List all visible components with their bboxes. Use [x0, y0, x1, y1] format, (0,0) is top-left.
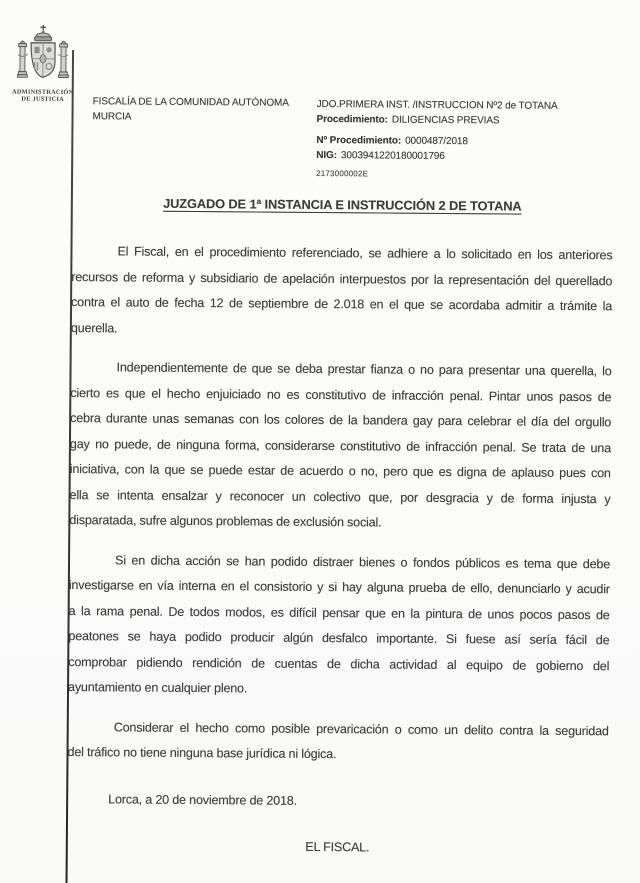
document-title	[72, 194, 613, 216]
field-label: Procedimiento:	[316, 113, 388, 126]
paragraph-line: contra el auto de fecha 12 de septiembre de 2.018 en el que se acordaba admitir a trámite la	[71, 295, 613, 314]
spain-coat-of-arms-icon	[16, 24, 70, 87]
court-block	[316, 97, 633, 183]
paragraph-line: iniciativa, con la que se puede estar de acuerdo o no, pero que es digna de aplauso pues con	[69, 462, 611, 481]
paragraph-line: El Fiscal, en el procedimiento referenciado, se adhiere a lo solicitado en los anteriores	[117, 244, 613, 263]
emblem-caption-line1: ADMINISTRACIÓN	[11, 88, 74, 97]
letterhead-emblem	[7, 24, 80, 104]
paragraph-line: del tráfico no tiene ninguna base jurídica ni lógica.	[67, 745, 337, 762]
field-label: NIG:	[316, 149, 337, 162]
body-paragraph	[71, 239, 613, 345]
paragraph-line: comprobar pidiendo rendición de cuentas de dicha actividad al equipo de gobierno del	[68, 654, 610, 673]
paragraph-line: peatones se haya podido producir algún desfalco importante. Si fuese así sería fácil de	[68, 629, 610, 648]
field-label: Nº Procedimiento:	[316, 134, 402, 147]
paragraph-line: disparatada, sufre algunos problemas de exclusión social.	[69, 513, 382, 530]
reference-code: 2173000002E	[316, 168, 369, 179]
body-paragraph	[67, 715, 608, 770]
paragraph-line: gay no puede, de ninguna forma, considerarse constitutivo de infracción penal. Se trata de una	[69, 436, 612, 455]
document-body	[67, 194, 613, 863]
body-paragraph	[68, 548, 610, 705]
signature-line: EL FISCAL.	[305, 839, 370, 855]
field-value: 0000487/2018	[405, 135, 468, 148]
emblem-caption-line2: DE JUSTICIA	[21, 96, 64, 104]
body-paragraph	[69, 355, 611, 538]
paragraph-line: cebra durante unas semanas con los colores de la bandera gay para celebrar el día del orgullo	[70, 411, 612, 430]
paragraph-line: ella se intenta ensalzar y reconocer un colectivo que, por desgracia y de forma injusta y	[69, 487, 611, 506]
paragraph-line: querella.	[70, 320, 118, 335]
issuer-name: FISCALÍA DE LA COMUNIDAD AUTÓNOMA	[92, 96, 289, 109]
place-date-line: Lorca, a 20 de noviembre de 2018.	[108, 791, 297, 808]
case-reference-group	[316, 133, 632, 183]
paragraph-line: recursos de reforma y subsidiario de apelación interpuestos por la representación del querellado	[71, 269, 613, 288]
issuer-block	[92, 94, 307, 126]
paragraph-line: Considerar el hecho como posible prevaricación o como un delito contra la seguridad	[113, 719, 609, 738]
paragraph-line: a la rama penal. De todos modos, es difícil pensar que en la pintura de unos pocos pasos de	[68, 603, 610, 622]
issuer-region: MURCIA	[92, 111, 132, 123]
paragraph-line: investigarse en vía interna en el consistorio y si hay alguna prueba de ello, denunciarlo y acudir	[68, 578, 610, 597]
field-value: DILIGENCIAS PREVIAS	[391, 114, 500, 127]
paragraph-line: Independientemente de que se deba prestar fianza o no para presentar una querella, lo	[116, 360, 612, 379]
court-name: JDO.PRIMERA INST. /INSTRUCCION Nº2 de TOTANA	[316, 98, 558, 112]
emblem-caption	[7, 89, 79, 104]
field-value: 3003941220180001796	[340, 150, 445, 162]
paragraph-line: cierto es que el hecho enjuiciado no es constitutivo de infracción penal. Pintar unos pasos de	[70, 385, 612, 404]
paragraph-line: ayuntamiento en cualquier pleno.	[67, 680, 248, 696]
document-title-text: JUZGADO DE 1ª INSTANCIA E INSTRUCCIÓN 2 DE TOTANA	[163, 195, 522, 214]
field-nig	[316, 148, 632, 165]
paragraph-line: Si en dicha acción se han podido distraer bienes o fondos públicos es tema que debe	[114, 552, 611, 571]
field-procedimiento	[316, 112, 632, 129]
